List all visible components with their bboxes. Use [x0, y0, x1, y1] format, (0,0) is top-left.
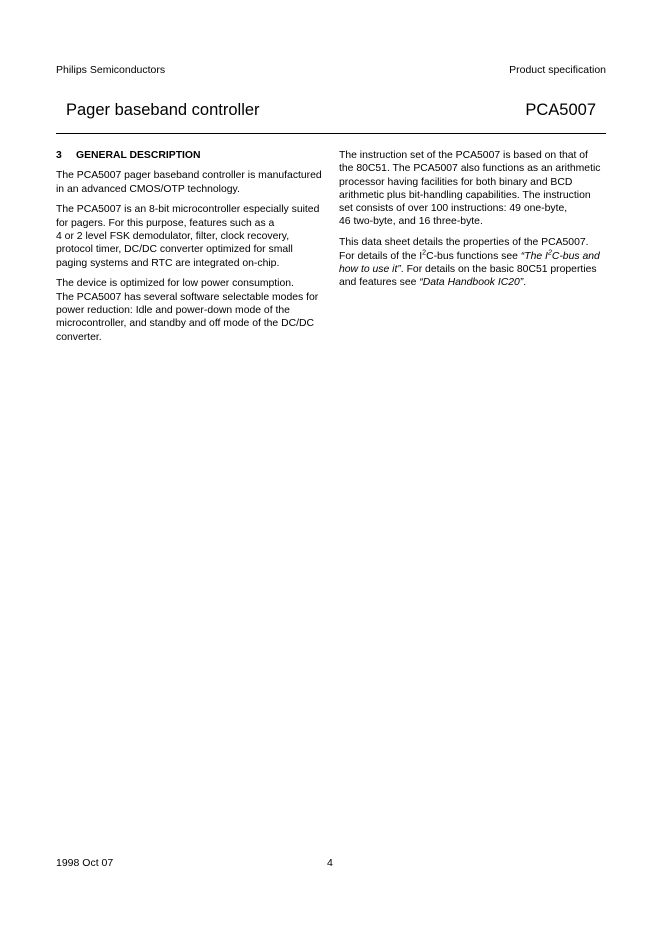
- part-number: PCA5007: [525, 101, 596, 119]
- paragraph-references: [339, 236, 605, 289]
- ref-text-b: C-bus functions see: [426, 250, 521, 262]
- right-column: [339, 149, 605, 297]
- reference-i2c-title: “The $I^2C$-bus and how to use it”: [339, 249, 600, 275]
- ref-text-d: .: [523, 277, 527, 289]
- section-title: GENERAL DESCRIPTION: [76, 150, 201, 161]
- header-company: Philips Semiconductors: [56, 64, 166, 76]
- page-number: 4: [327, 857, 333, 869]
- paragraph-instruction-set-line1: The instruction set of the PCA5007 is based on that of the 80C51. The PCA5007 also functions as an arithmetic processor having facilities for both binary and BCD arithmetic plus bit-handling capabilities. The instruction set consists of over 100 instructions: 49 one-byte,: [339, 150, 601, 215]
- reference-handbook-title: “Data Handbook IC20”: [419, 277, 524, 289]
- section-number: 3: [56, 150, 62, 161]
- ref-text-c: . For details on the basic 80C51 properties and features see: [339, 263, 597, 289]
- paragraph-power: [56, 277, 322, 343]
- section-heading: [56, 149, 322, 162]
- paragraph-references-line1: This data sheet details the properties of the PCA5007.: [339, 237, 589, 249]
- paragraph-features-line2: 4 or 2 level FSK demodulator, filter, clock recovery, protocol timer, DC/DC converter optimized for small paging systems and RTC are integrated on-chip.: [56, 230, 293, 269]
- superscript: 2: [422, 249, 427, 257]
- paragraph-power-line1: The device is optimized for low power consumption.: [56, 278, 294, 290]
- document-title: Pager baseband controller: [66, 101, 260, 119]
- ref-text-a: For details of the I: [339, 250, 423, 262]
- footer-date: 1998 Oct 07: [56, 857, 114, 869]
- header-doc-type: Product specification: [509, 64, 606, 76]
- paragraph-features: [56, 203, 322, 269]
- paragraph-intro: The PCA5007 pager baseband controller is manufactured in an advanced CMOS/OTP technology.: [56, 170, 322, 195]
- paragraph-instruction-set: [339, 149, 605, 229]
- paragraph-power-line2: The PCA5007 has several software selectable modes for power reduction: Idle and power-down mode of the microcontroller, and standby and off mode of the DC/DC converter.: [56, 291, 319, 343]
- left-column: [56, 149, 322, 351]
- paragraph-instruction-set-line2: 46 two-byte, and 16 three-byte.: [339, 216, 483, 228]
- header-divider: [56, 133, 606, 134]
- paragraph-features-line1: The PCA5007 is an 8-bit microcontroller especially suited for pagers. For this purpose, features such as a: [56, 204, 320, 229]
